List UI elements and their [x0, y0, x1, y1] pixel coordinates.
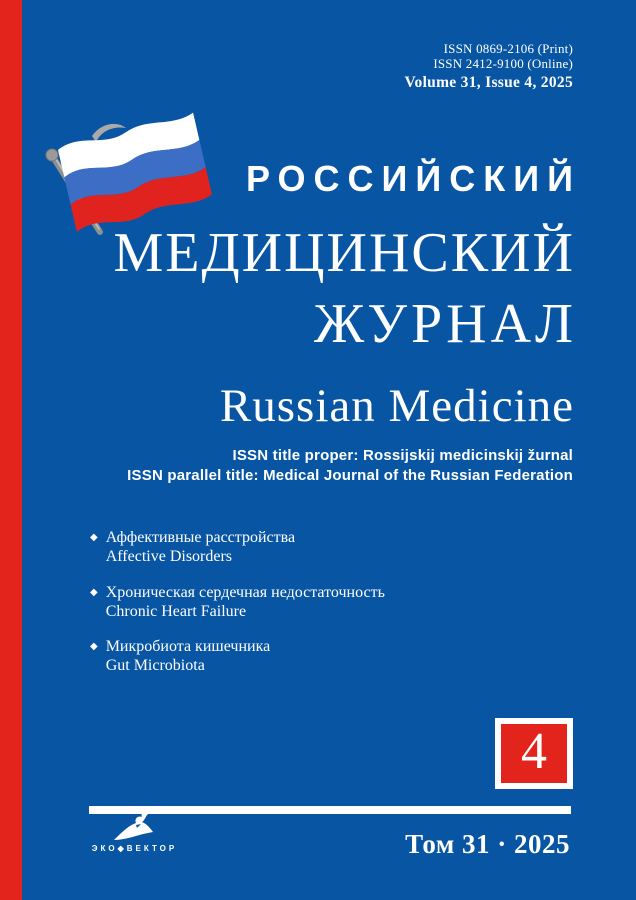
title-ru-line3: ЖУРНАЛ [313, 293, 577, 355]
issn-block [433, 41, 573, 71]
issue-number-box [495, 718, 573, 789]
topic-ru: Аффективные расстройства [105, 529, 296, 546]
title-en: Russian Medicine [219, 380, 574, 432]
topic-en: Affective Disorders [105, 548, 233, 565]
issue-number-box-inner [501, 724, 567, 783]
publisher-name: ЭКО◆ВЕКТОР [91, 844, 178, 853]
issn-title-block [127, 446, 573, 486]
topic-item [90, 528, 295, 566]
eco-vector-bird-icon [112, 812, 154, 842]
issue-number: 4 [521, 722, 547, 780]
diamond-bullet-icon: ◆ [90, 641, 98, 652]
title-ru-line1: РОССИЙСКИЙ [245, 158, 581, 199]
publisher-logo [78, 812, 188, 853]
topic-en: Chronic Heart Failure [105, 603, 247, 620]
volume-year-ru: Том 31 · 2025 [405, 829, 570, 859]
red-spine-stripe [0, 0, 22, 900]
topic-ru: Хроническая сердечная недостаточность [105, 584, 385, 601]
title-ru-line2: МЕДИЦИНСКИЙ [113, 222, 575, 284]
diamond-bullet-icon: ◆ [90, 532, 98, 543]
topic-en: Gut Microbiota [105, 657, 205, 674]
issn-title-proper: ISSN title proper: Rossijskij medicinskij žurnal [232, 447, 573, 464]
diamond-bullet-icon: ◆ [90, 587, 98, 598]
issn-parallel-title: ISSN parallel title: Medical Journal of the Russian Federation [127, 467, 573, 484]
volume-issue-line: Volume 31, Issue 4, 2025 [404, 74, 573, 91]
issn-online: ISSN 2412-9100 (Online) [433, 56, 573, 71]
topic-item [90, 583, 385, 621]
topic-item [90, 637, 270, 675]
issn-print: ISSN 0869-2106 (Print) [443, 41, 573, 56]
topic-ru: Микробиота кишечника [105, 638, 271, 655]
